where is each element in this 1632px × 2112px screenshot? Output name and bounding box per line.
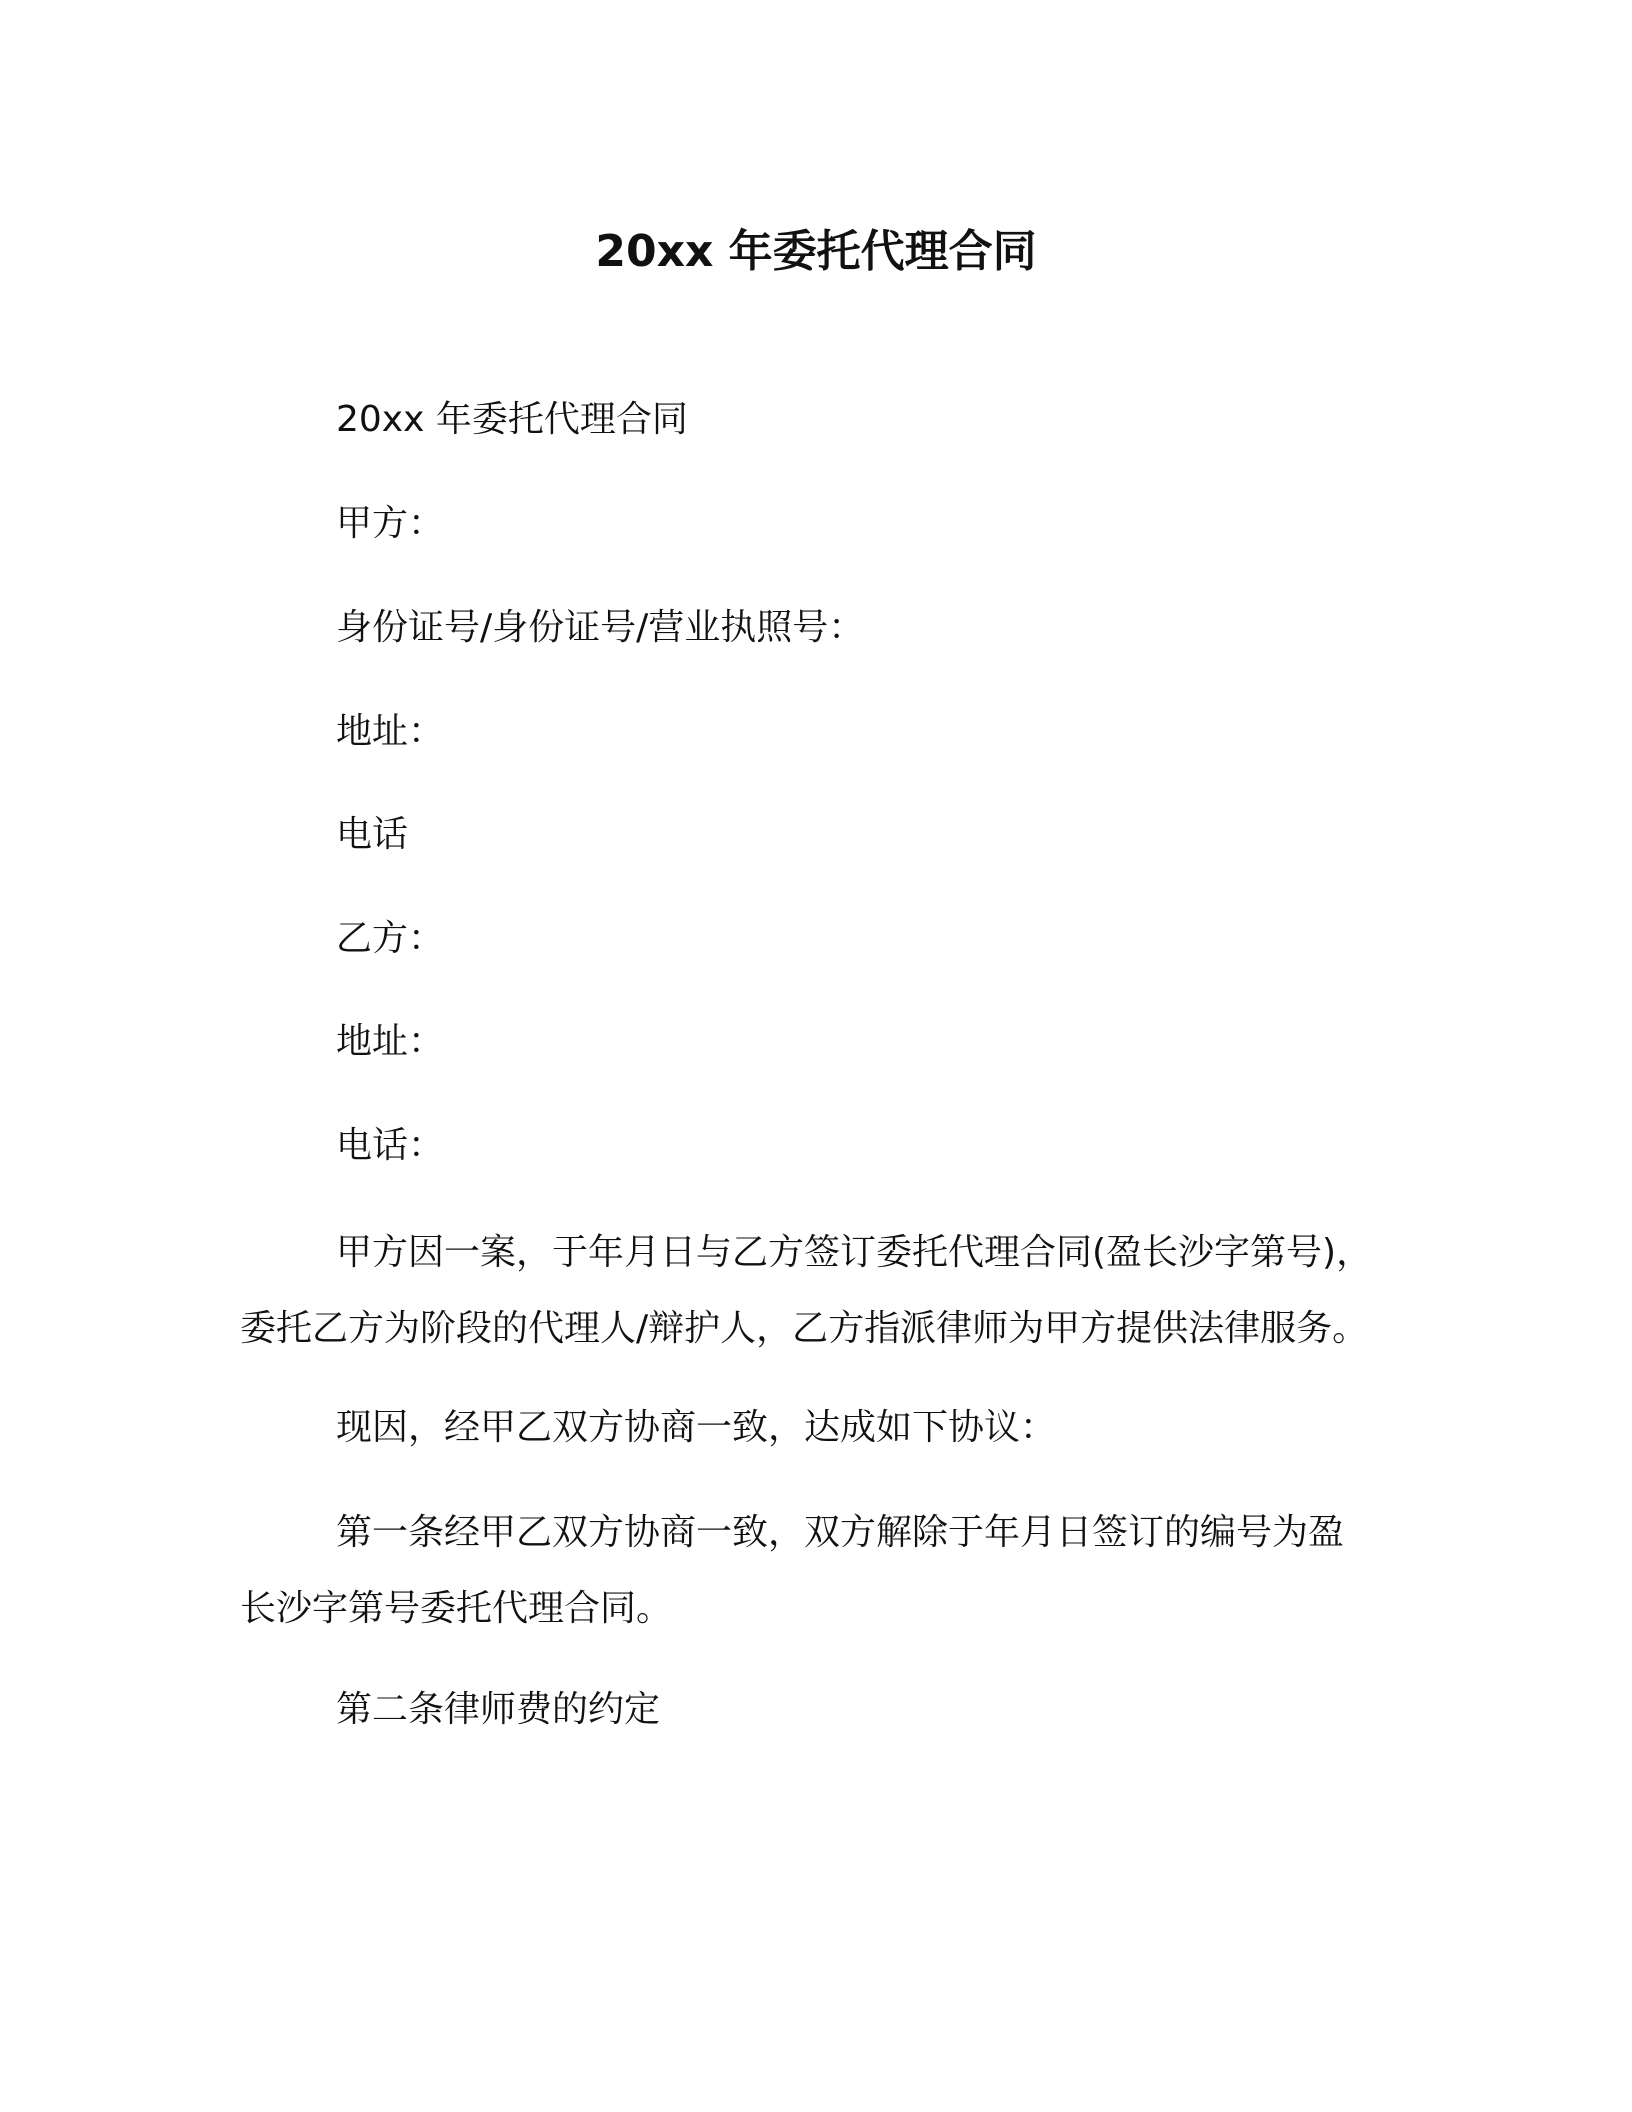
paragraph-line: 现因，经甲乙双方协商一致，达成如下协议：: [336, 1407, 1057, 1448]
subtitle-line: 20xx 年委托代理合同: [336, 399, 688, 440]
id-number-label: 身份证号/身份证号/营业执照号：: [336, 607, 865, 648]
paragraph-article-2: [240, 1672, 1410, 1748]
paragraph-line: 第一条经甲乙双方协商一致，双方解除于年月日签订的编号为盈: [336, 1512, 1345, 1553]
paragraph-article-1: [240, 1495, 1410, 1647]
paragraph-line: 第二条律师费的约定: [336, 1689, 661, 1730]
party-b-label: 乙方：: [336, 918, 445, 959]
paragraph-case: [240, 1215, 1410, 1367]
party-b-phone-label: 电话：: [336, 1125, 445, 1166]
party-a-address-label: 地址：: [336, 711, 445, 752]
document-title: 20xx 年委托代理合同: [595, 226, 1037, 277]
party-b-address-label: 地址：: [336, 1021, 445, 1062]
party-a-phone-label: 电话: [336, 814, 409, 855]
paragraph-line: 委托乙方为阶段的代理人/辩护人，乙方指派律师为甲方提供法律服务。: [240, 1308, 1369, 1349]
paragraph-line: 长沙字第号委托代理合同。: [240, 1588, 673, 1629]
paragraph-line: 甲方因一案，于年月日与乙方签订委托代理合同(盈长沙字第号)，: [336, 1232, 1373, 1273]
party-a-label: 甲方：: [336, 503, 445, 544]
paragraph-agreement: [240, 1390, 1410, 1466]
